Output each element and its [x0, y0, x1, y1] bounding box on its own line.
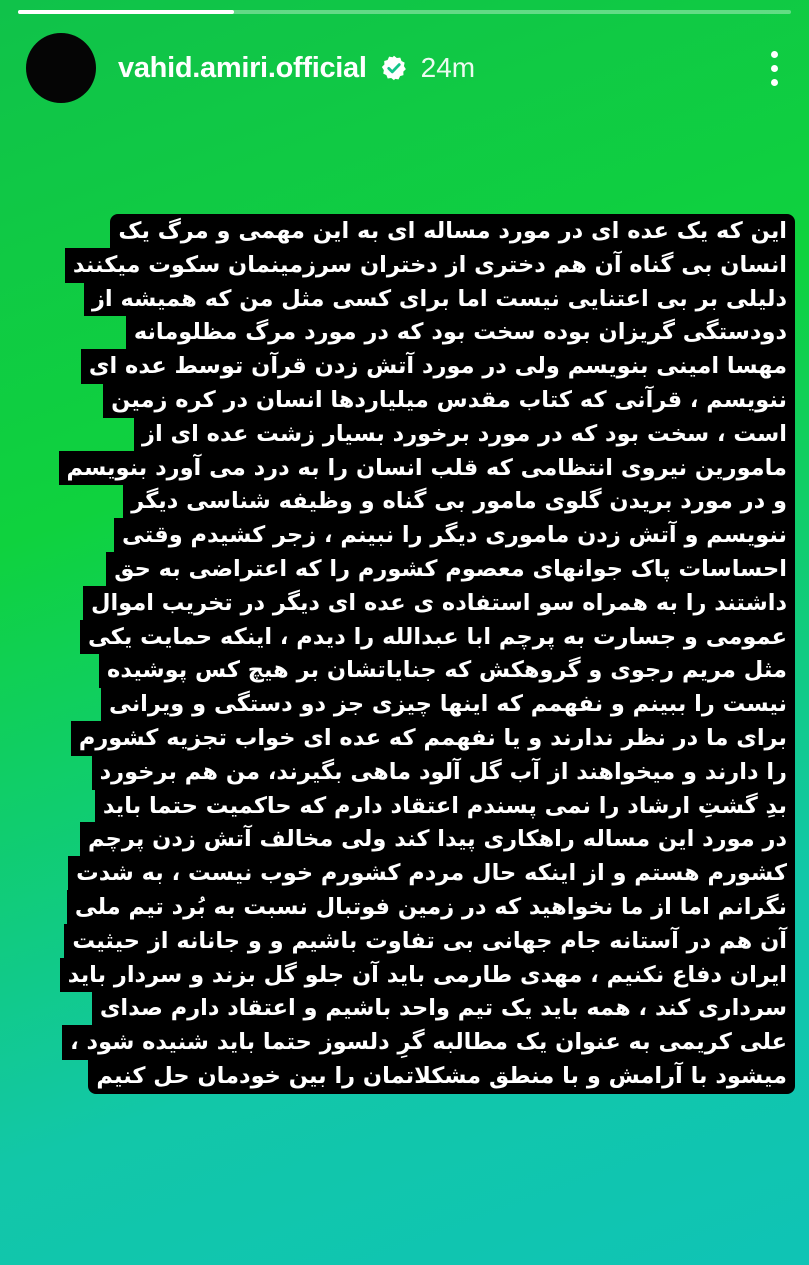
username[interactable]: vahid.amiri.official [118, 51, 367, 84]
story-text-line: مثل مریم رجوی و گروهکش که جنایاتشان بر هیچ کس پوشیده [99, 653, 795, 688]
more-vertical-icon[interactable] [757, 43, 791, 93]
story-text-line: ایران دفاع نکنیم ، مهدی طارمی باید آن جلو گل بزند و سردار باید [60, 958, 795, 993]
story-text-line: را دارند و میخواهند از آب گل آلود ماهی بگیرند، من هم برخورد [92, 755, 795, 790]
story-text-line: نگرانم اما از ما نخواهید که در زمین فوتبال نسبت به بُرد تیم ملی [67, 890, 795, 925]
verified-badge-icon [379, 53, 409, 83]
story-text-line: میشود با آرامش و با منطق مشکلاتمان را بین خودمان حل کنیم [88, 1059, 795, 1094]
story-text-line: سرداری کند ، همه باید یک تیم واحد باشیم و اعتقاد دارم صدای [92, 991, 795, 1026]
story-text-line: دلیلی بر بی اعتنایی نیست اما برای کسی مثل من که همیشه از [84, 282, 795, 317]
story-progress-bar [18, 10, 791, 14]
post-time: 24m [420, 52, 476, 83]
story-text-block [30, 214, 795, 1093]
story-text-line: علی کریمی به عنوان یک مطالبه گرِ دلسوز حتما باید شنیده شود ، [62, 1025, 795, 1060]
story-text-line: و در مورد بریدن گلوی مامور بی گناه و وظیفه شناسی دیگر [123, 484, 795, 519]
story-progress-fill [18, 10, 234, 14]
story-header [26, 32, 791, 104]
story-text-line: دودستگی گریزان بوده سخت بود که در مورد مرگ مظلومانه [126, 315, 795, 350]
story-text-line: نیست را ببینم و نفهمم که اینها چیزی جز دو دستگی و ویرانی [101, 687, 795, 722]
story-text-line: انسان بی گناه آن هم دختری از دختران سرزمینمان سکوت میکنند [65, 248, 795, 283]
story-text-line: عمومی و جسارت به پرچم ابا عبدالله را دیدم ، اینکه حمایت یکی [80, 620, 795, 655]
avatar[interactable] [26, 33, 96, 103]
story-text-line: مامورین نیروی انتظامی که قلب انسان را به درد می آورد بنویسم [59, 451, 795, 486]
story-text-line: داشتند را به همراه سو استفاده ی عده ای دیگر در تخریب اموال [83, 586, 795, 621]
story-text-line: مهسا امینی بنویسم ولی در مورد آتش زدن قرآن توسط عده ای [81, 349, 795, 384]
story-text-line: ننویسم ، قرآنی که کتاب مقدس میلیاردها انسان در کره زمین [103, 383, 795, 418]
story-text-line: در مورد این مساله راهکاری پیدا کند ولی مخالف آتش زدن پرچم [80, 822, 795, 857]
story-text-line: بدِ گشتِ ارشاد را نمی پسندم اعتقاد دارم که حاکمیت حتما باید [95, 789, 795, 824]
story-text-line: است ، سخت بود که در مورد برخورد بسیار زشت عده ای از [134, 417, 795, 452]
story-text-line: ننویسم و آتش زدن ماموری دیگر را نبینم ، زجر کشیدم وقتی [114, 518, 795, 553]
story-text-line: این که یک عده ای در مورد مساله ای به این مهمی و مرگ یک [110, 214, 795, 249]
story-text-line: احساسات پاک جوانهای معصوم کشورم را که اعتراضی به حق [106, 552, 795, 587]
story-text-line: برای ما در نظر ندارند و یا نفهمم که عده ای خواب تجزیه کشورم [71, 721, 795, 756]
story-text-line: کشورم هستم و از اینکه حال مردم کشورم خوب نیست ، به شدت [68, 856, 795, 891]
story-text-line: آن هم در آستانه جام جهانی بی تفاوت باشیم و و جانانه از حیثیت [64, 924, 795, 959]
